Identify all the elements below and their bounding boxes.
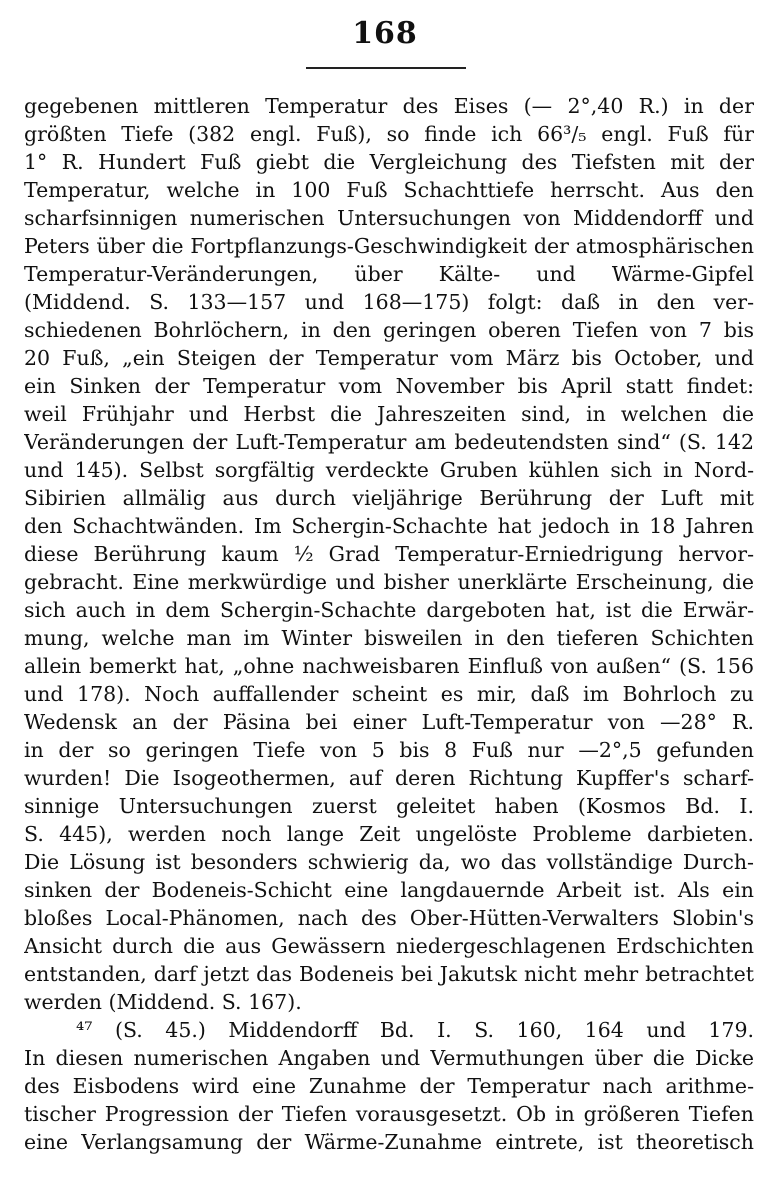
text-line: in der so geringen Tiefe von 5 bis 8 Fuß nur —2°,5 gefunden	[24, 738, 754, 762]
text-line: schiedenen Bohrlöchern, in den geringen oberen Tiefen von 7 bis	[24, 318, 754, 342]
text-line: bloßes Local-Phänomen, nach des Ober-Hütten-Verwalters Slobin's	[24, 906, 754, 930]
text-line: des Eisbodens wird eine Zunahme der Temperatur nach arithme-	[24, 1074, 754, 1098]
text-line: entstanden, darf jetzt das Bodeneis bei Jakutsk nicht mehr betrachtet	[24, 962, 754, 986]
text-line: allein bemerkt hat, „ohne nachweisbaren Einfluß von außen“ (S. 156	[24, 654, 754, 678]
text-line: den Schachtwänden. Im Schergin-Schachte hat jedoch in 18 Jahren	[24, 514, 754, 538]
text-line: und 145). Selbst sorgfältig verdeckte Gruben kühlen sich in Nord-	[24, 458, 754, 482]
text-line: Temperatur, welche in 100 Fuß Schachttiefe herrscht. Aus den	[24, 178, 754, 202]
text-line: weil Frühjahr und Herbst die Jahreszeiten sind, in welchen die	[24, 402, 754, 426]
header-rule	[306, 67, 466, 69]
text-line: ein Sinken der Temperatur vom November bis April statt findet:	[24, 374, 754, 398]
text-line: Sibirien allmälig aus durch vieljährige Berührung der Luft mit	[24, 486, 754, 510]
text-line: In diesen numerischen Angaben und Vermuthungen über die Dicke	[24, 1046, 754, 1070]
body-text	[24, 92, 754, 1156]
text-line: und 178). Noch auffallender scheint es mir, daß im Bohrloch zu	[24, 682, 754, 706]
text-line: Veränderungen der Luft-Temperatur am bedeutendsten sind“ (S. 142	[24, 430, 754, 454]
text-line: werden (Middend. S. 167).	[24, 990, 302, 1014]
text-line: Temperatur-Veränderungen, über Kälte- und Wärme-Gipfel	[24, 262, 754, 286]
text-line: sich auch in dem Schergin-Schachte dargeboten hat, ist die Erwär-	[24, 598, 754, 622]
text-line: S. 445), werden noch lange Zeit ungelöste Probleme darbieten.	[24, 822, 754, 846]
text-line: gegebenen mittleren Temperatur des Eises (— 2°,40 R.) in der	[24, 94, 754, 118]
text-line: scharfsinnigen numerischen Untersuchungen von Middendorff und	[24, 206, 754, 230]
footnote-line: ⁴⁷ (S. 45.) Middendorff Bd. I. S. 160, 164 und 179.	[76, 1018, 754, 1042]
text-line: Ansicht durch die aus Gewässern niedergeschlagenen Erdschichten	[24, 934, 754, 958]
text-line: größten Tiefe (382 engl. Fuß), so finde ich 66³/₅ engl. Fuß für	[24, 122, 754, 146]
text-line: gebracht. Eine merkwürdige und bisher unerklärte Erscheinung, die	[24, 570, 754, 594]
text-line: sinnige Untersuchungen zuerst geleitet haben (Kosmos Bd. I.	[24, 794, 754, 818]
text-line: mung, welche man im Winter bisweilen in den tieferen Schichten	[24, 626, 754, 650]
text-line: 20 Fuß, „ein Steigen der Temperatur vom März bis October, und	[24, 346, 754, 370]
text-line: Peters über die Fortpflanzungs-Geschwindigkeit der atmosphärischen	[24, 234, 754, 258]
text-line: (Middend. S. 133—157 und 168—175) folgt: daß in den ver-	[24, 290, 754, 314]
text-line: 1° R. Hundert Fuß giebt die Vergleichung des Tiefsten mit der	[24, 150, 754, 174]
page-number: 168	[352, 16, 418, 51]
text-line: diese Berührung kaum ½ Grad Temperatur-Erniedrigung hervor-	[24, 542, 754, 566]
text-line: sinken der Bodeneis-Schicht eine langdauernde Arbeit ist. Als ein	[24, 878, 754, 902]
text-line: wurden! Die Isogeothermen, auf deren Richtung Kupffer's scharf-	[24, 766, 754, 790]
text-line: Die Lösung ist besonders schwierig da, wo das vollständige Durch-	[24, 850, 754, 874]
text-line: eine Verlangsamung der Wärme-Zunahme eintrete, ist theoretisch	[24, 1130, 754, 1154]
text-line: Wedensk an der Päsina bei einer Luft-Temperatur von —28° R.	[24, 710, 754, 734]
text-line: tischer Progression der Tiefen vorausgesetzt. Ob in größeren Tiefen	[24, 1102, 754, 1126]
